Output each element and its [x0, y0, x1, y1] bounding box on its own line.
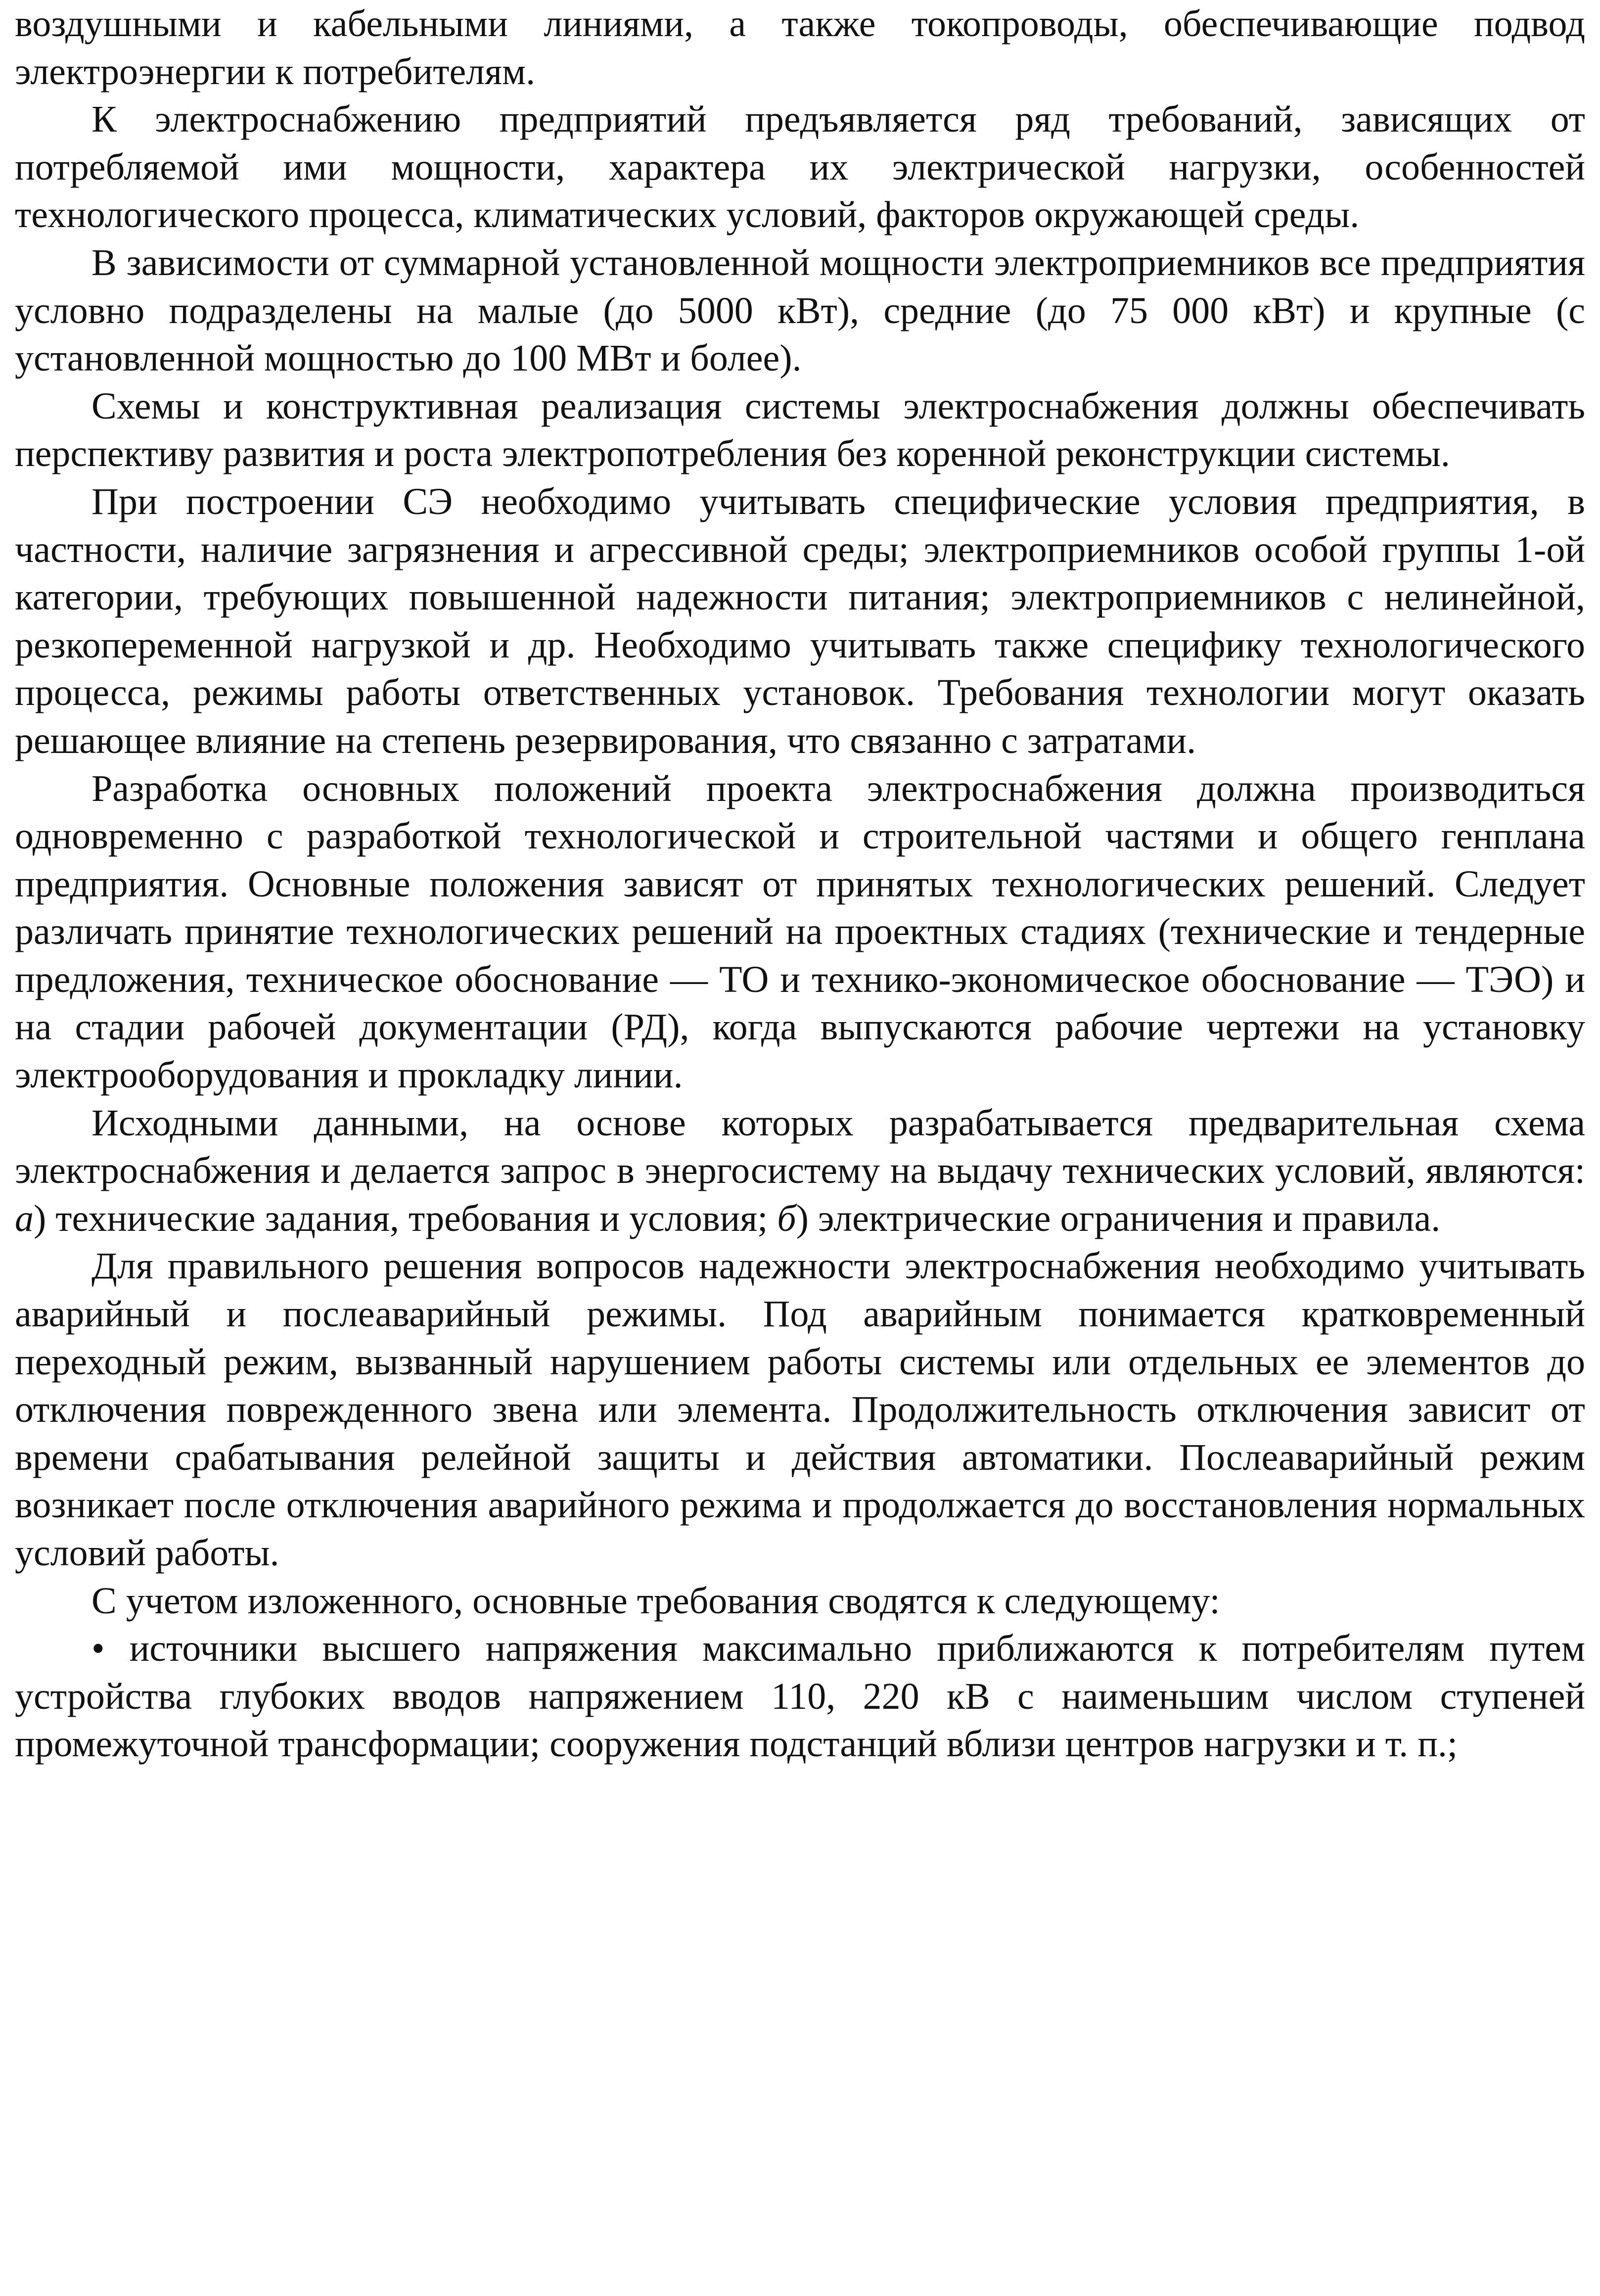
- paragraph-project-development: Разработка основных положений проекта электроснабжения должна производиться одновременно с разработкой технологической и строительной частями и общего генплана предприятия. Основные положения зависят от принятых технологических решений. Следует различать принятие технологических решений на проектных стадиях (технические и тендерные предложения, техническое обоснование — ТО и технико-экономическое обоснование — ТЭО) и на стадии рабочей документации (РД), когда выпускаются рабочие чертежи на установку электрооборудования и прокладку линии.: [15, 767, 1585, 1096]
- paragraph-enterprise-size: В зависимости от суммарной установленной мощности электроприемников все предприятия условно подразделены на малые (до 5000 кВт), средние (до 75 000 кВт) и крупные (с установленной мощностью до 100 МВт и более).: [15, 241, 1585, 379]
- list-marker-a: а: [15, 1197, 34, 1239]
- paragraph-continuation: воздушными и кабельными линиями, а также токопроводы, обеспечивающие подвод электроэнергии к потребителям.: [15, 3, 1585, 93]
- bullet-icon: •: [91, 1628, 105, 1670]
- initial-data-text-2: ) технические задания, требования и условия;: [34, 1197, 777, 1239]
- document-page: [15, 0, 1585, 1768]
- paragraph-initial-data: [15, 1099, 1585, 1243]
- initial-data-text-3: ) электрические ограничения и правила.: [796, 1197, 1441, 1239]
- paragraph-emergency-modes: Для правильного решения вопросов надежности электроснабжения необходимо учитывать аварийный и послеаварийный режимы. Под аварийным понимается кратковременный переходный режим, вызванный нарушением работы системы или отдельных ее элементов до отключения поврежденного звена или элемента. Продолжительность отключения зависит от времени срабатывания релейной защиты и действия автоматики. Послеаварийный режим возникает после отключения аварийного режима и продолжается до восстановления нормальных условий работы.: [15, 1245, 1585, 1574]
- paragraph-schemes: Схемы и конструктивная реализация системы электроснабжения должны обеспечивать перспективу развития и роста электропотребления без коренной реконструкции системы.: [15, 385, 1585, 475]
- list-marker-b: б: [777, 1197, 796, 1239]
- paragraph-specific-conditions: При построении СЭ необходимо учитывать специфические условия предприятия, в частности, наличие загрязнения и агрессивной среды; электроприемников особой группы 1-ой категории, требующих повышенной надежности питания; электроприемников с нелинейной, резкопеременной нагрузкой и др. Необходимо учитывать также специфику технологического процесса, режимы работы ответственных установок. Требования технологии могут оказать решающее влияние на степень резервирования, что связанно с затратами.: [15, 480, 1585, 761]
- bullet-item-high-voltage: [15, 1625, 1585, 1768]
- paragraph-main-requirements: С учетом изложенного, основные требования сводятся к следующему:: [91, 1580, 1220, 1622]
- paragraph-requirements: К электроснабжению предприятий предъявляется ряд требований, зависящих от потребляемой ими мощности, характера их электрической нагрузки, особенностей технологического процесса, климатических условий, факторов окружающей среды.: [15, 98, 1585, 236]
- initial-data-text-1: Исходными данными, на основе которых разрабатывается предварительная схема электроснабжения и делается запрос в энергосистему на выдачу технических условий, являются:: [15, 1102, 1585, 1192]
- bullet-item-text: источники высшего напряжения максимально приближаются к потребителям путем устройства глубоких вводов напряжением 110, 220 кВ с наименьшим числом ступеней промежуточной трансформации; сооружения подстанций вблизи центров нагрузки и т. п.;: [15, 1628, 1586, 1765]
